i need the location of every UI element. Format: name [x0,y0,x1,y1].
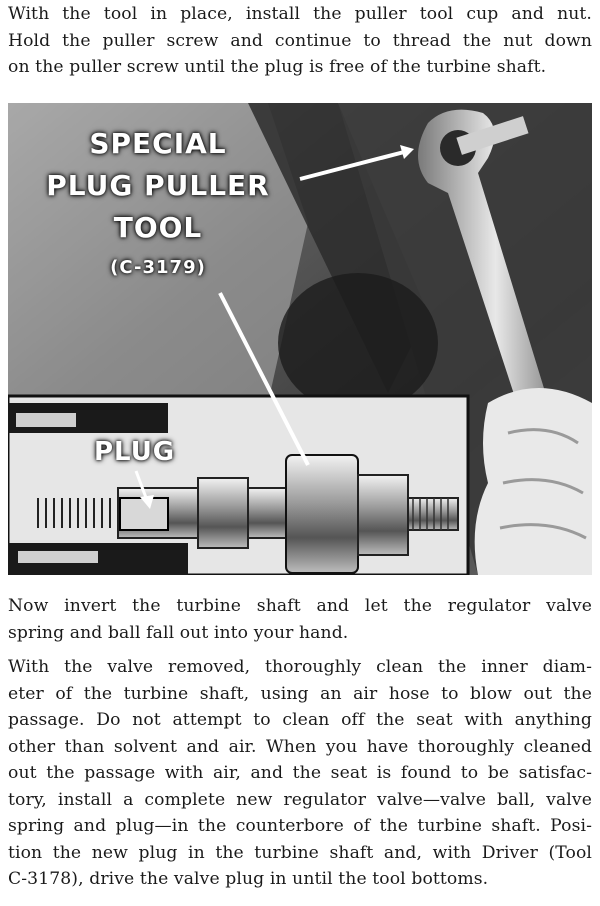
text-line: Now invert the turbine shaft and let the regulator valve [8,596,592,616]
text-line: tory, install a complete new regulator valve—valve ball, valve [8,789,592,810]
intro-paragraph [8,1,592,81]
text-line: eter of the turbine shaft, using an air hose to blow out the [8,683,592,704]
tool-label-line1: SPECIAL [89,127,227,160]
invert-paragraph [8,593,592,646]
text-line: With the tool in place, install the puller tool cup and nut. [8,4,592,24]
text-line: With the valve removed, thoroughly clean the inner diam- [8,657,592,677]
cleaning-paragraph [8,654,592,893]
tool-label-line3: TOOL [113,211,203,244]
text-line: C-3178), drive the valve plug in until the tool bottoms. [8,869,489,889]
tool-number-label: (C-3179) [110,257,206,278]
text-line: passage. Do not attempt to clean off the seat with anything [8,710,592,730]
text-line: spring and ball fall out into your hand. [8,622,349,643]
text-line: out the passage with air, and the seat is found to be satisfac- [8,763,592,783]
text-line: other than solvent and air. When you have thoroughly cleaned [8,736,592,757]
plug-label: PLUG [94,437,176,467]
text-line: spring and plug—in the counterbore of the turbine shaft. Posi- [8,816,592,836]
tool-photograph [8,103,592,575]
text-line: on the puller screw until the plug is free of the turbine shaft. [8,57,547,77]
text-line: tion the new plug in the turbine shaft and, with Driver (Tool [8,842,592,863]
text-line: Hold the puller screw and continue to thread the nut down [8,30,592,51]
tool-label-line2: PLUG PULLER [46,169,270,202]
